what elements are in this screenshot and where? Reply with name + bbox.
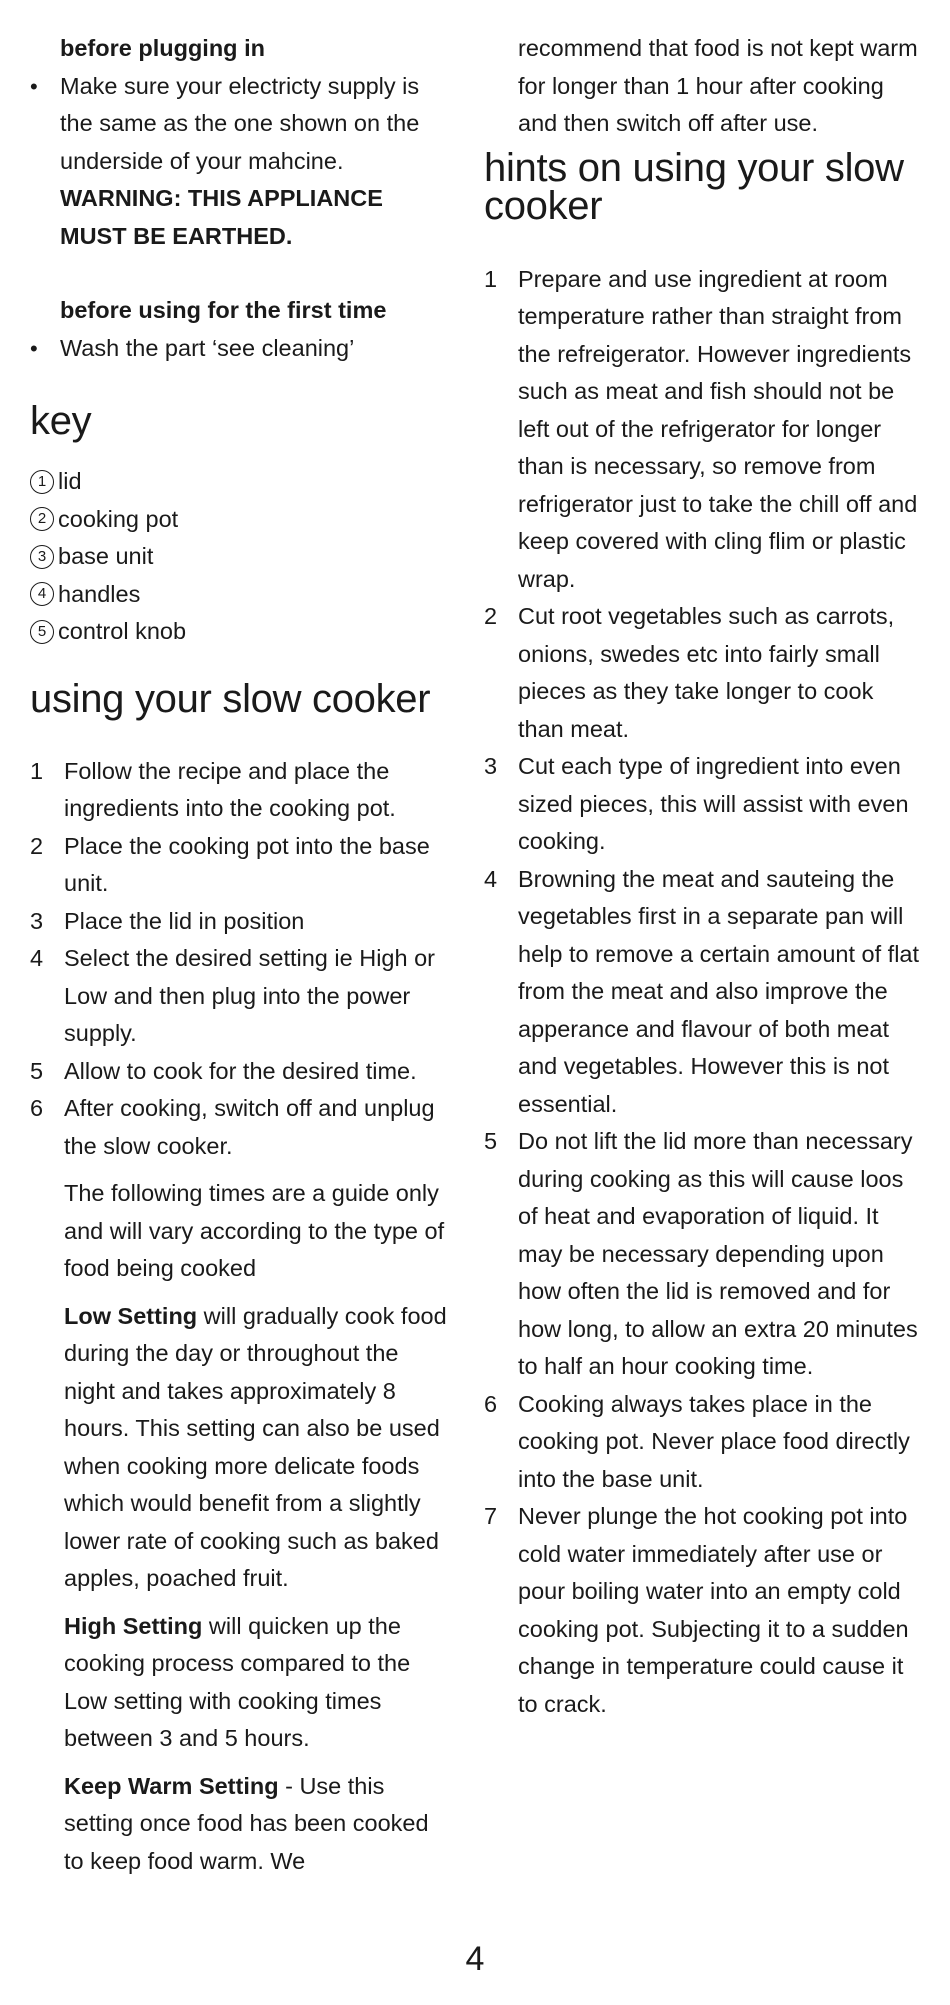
key-label: base unit	[58, 543, 154, 569]
hint-number: 7	[484, 1503, 498, 1529]
key-label: cooking pot	[58, 505, 179, 532]
hint-item	[484, 1386, 924, 1499]
keep-warm-paragraph	[64, 1768, 450, 1881]
guide-text: The following times are a guide only and will vary according to the type of food being cooked	[64, 1180, 445, 1281]
step-item	[30, 940, 450, 1053]
hint-number: 3	[484, 753, 498, 779]
low-setting-paragraph	[64, 1298, 450, 1598]
key-label: handles	[58, 580, 141, 607]
key-label: lid	[58, 468, 82, 494]
hint-item	[484, 598, 924, 748]
step-text: Select the desired setting ie High or Low and then plug into the power supply.	[64, 945, 435, 1046]
step-number: 6	[30, 1095, 44, 1121]
hint-item	[484, 748, 924, 861]
before-using-heading: before using for the first time	[60, 297, 387, 323]
step-text: Place the cooking pot into the base unit.	[64, 832, 430, 896]
low-setting-label: Low Setting	[64, 1302, 198, 1329]
hint-number: 1	[484, 265, 498, 292]
key-label: control knob	[58, 618, 187, 644]
hints-list	[484, 261, 924, 1724]
steps-list	[30, 753, 450, 1166]
hint-item	[484, 1498, 924, 1723]
step-item	[30, 1090, 450, 1165]
low-setting-text: will gradually cook food during the day or throughout the night and takes approximately 8 hours. This setting can also be used when cooking more delicate foods which would benefit from a slightly lower rate of cooking such as baked apples, poached fruit.	[64, 1302, 447, 1591]
key-item	[30, 613, 450, 651]
step-number: 5	[30, 1057, 44, 1084]
keep-warm-label: Keep Warm Setting	[64, 1772, 279, 1799]
left-column	[30, 0, 450, 1880]
number-circle-icon: 1	[30, 470, 54, 494]
number-circle-icon: 4	[30, 582, 54, 606]
warning-text: WARNING: THIS APPLIANCE MUST BE EARTHED.	[60, 185, 383, 249]
step-number: 3	[30, 907, 44, 934]
step-item	[30, 753, 450, 828]
page-number: 4	[465, 1940, 485, 1978]
keep-warm-text: - Use this setting once food has been cooked to keep food warm. We	[64, 1772, 429, 1874]
step-text: Place the lid in position	[64, 907, 305, 934]
step-item	[30, 903, 450, 941]
hint-number: 5	[484, 1128, 498, 1154]
step-number: 2	[30, 832, 44, 859]
before-plugging-heading: before plugging in	[60, 35, 265, 61]
using-heading: using your slow cooker	[30, 676, 431, 721]
step-item	[30, 1053, 450, 1091]
high-setting-label: High Setting	[64, 1612, 203, 1639]
number-circle-icon: 5	[30, 620, 54, 644]
hint-item	[484, 861, 924, 1124]
hint-text: Cut each type of ingredient into even sized pieces, this will assist with even cooking.	[518, 753, 909, 854]
key-item	[30, 463, 450, 501]
step-text: Allow to cook for the desired time.	[64, 1057, 417, 1084]
step-text: Follow the recipe and place the ingredients into the cooking pot.	[64, 757, 396, 821]
right-column	[484, 0, 924, 1723]
hint-item	[484, 1123, 924, 1386]
hint-text: Cooking always takes place in the cooking pot. Never place food directly into the base unit.	[518, 1390, 910, 1492]
hint-number: 4	[484, 865, 498, 892]
key-list	[30, 463, 450, 651]
step-text: After cooking, switch off and unplug the slow cooker.	[64, 1095, 435, 1159]
hint-text: Browning the meat and sauteing the vegetables first in a separate pan will help to remove a certain amount of flat from the meat and also improve the apperance and flavour of both meat and vegetables. However this is not essential.	[518, 865, 920, 1117]
high-setting-text: will quicken up the cooking process compared to the Low setting with cooking times between 3 and 5 hours.	[64, 1612, 411, 1751]
bullet-icon: •	[30, 73, 38, 99]
step-number: 4	[30, 945, 44, 971]
hint-number: 2	[484, 603, 498, 629]
step-number: 1	[30, 757, 44, 784]
continued-text: recommend that food is not kept warm for longer than 1 hour after cooking and then switch off after use.	[518, 35, 918, 136]
step-item	[30, 828, 450, 903]
bullet-item	[30, 68, 450, 181]
bullet-text: Make sure your electricty supply is the same as the one shown on the underside of your mahcine.	[60, 72, 420, 174]
bullet-item	[30, 330, 450, 368]
hint-number: 6	[484, 1390, 498, 1417]
bullet-text: Wash the part ‘see cleaning’	[60, 334, 355, 361]
key-item	[30, 538, 450, 576]
key-heading: key	[30, 399, 92, 443]
hint-text: Do not lift the lid more than necessary during cooking as this will cause loos of heat and evaporation of liquid. It may be necessary depending upon how often the lid is removed and for how long, to allow an extra 20 minutes to half an hour cooking time.	[518, 1128, 918, 1379]
bullet-icon: •	[30, 335, 38, 361]
hints-heading: hints on using your slow cooker	[484, 145, 904, 228]
hint-text: Never plunge the hot cooking pot into cold water immediately after use or pour boiling water into an empty cold cooking pot. Subjecting it to a sudden change in temperature could cause it to crack.	[518, 1503, 909, 1717]
number-circle-icon: 2	[30, 507, 54, 531]
high-setting-paragraph	[64, 1608, 450, 1758]
key-item	[30, 576, 450, 614]
number-circle-icon: 3	[30, 545, 54, 569]
hint-text: Cut root vegetables such as carrots, onions, swedes etc into fairly small pieces as they take longer to cook than meat.	[518, 603, 895, 742]
key-item	[30, 501, 450, 539]
hint-item	[484, 261, 924, 599]
hint-text: Prepare and use ingredient at room temperature rather than straight from the refreigerator. However ingredients such as meat and fish should not be left out of the refrigerator for longer than is necessary, so remove from refrigerator just to take the chill off and keep covered with cling flim or plastic wrap.	[518, 265, 918, 592]
